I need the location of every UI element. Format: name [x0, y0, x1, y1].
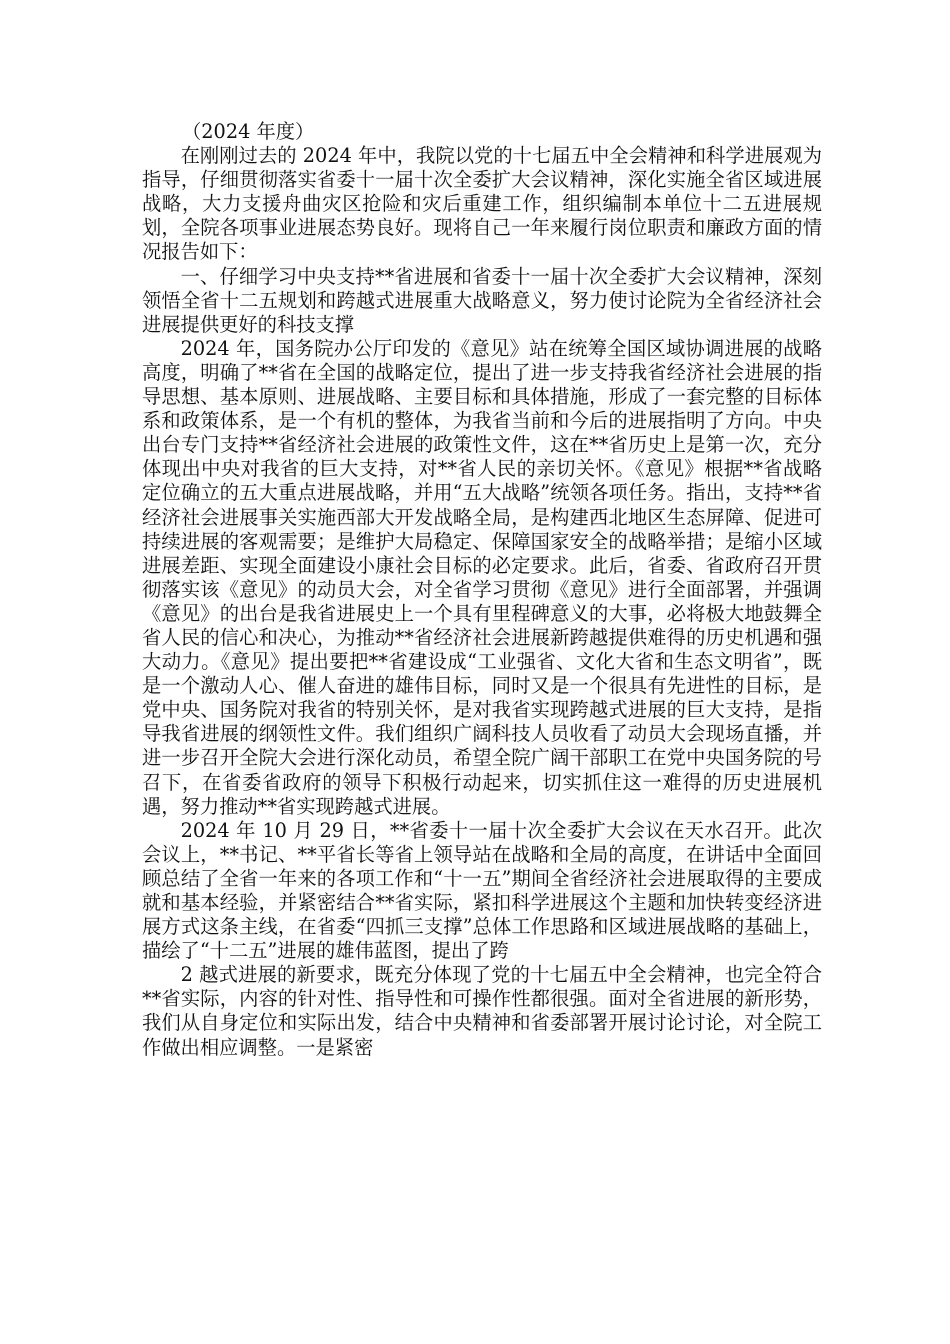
paragraph-opinion: 2024 年，国务院办公厅印发的《意见》站在统筹全国区域协调进展的战略高度，明确了**省在全国的战略定位，提出了进一步支持我省经济社会进展的指导思想、基本原则、进展战略、主要目标和具体措施，形成了一套完整的目标体系和政策体系，是一个有机的整体，为我省当前和今后的进展指明了方向。中央出台专门支持**省经济社会进展的政策性文件，这在**省历史上是第一次，充分体现出中央对我省的巨大支持，对**省人民的亲切关怀。《意见》根据**省战略定位确立的五大重点进展战略，并用“五大战略”统领各项任务。指出，支持**省经济社会进展事关实施西部大开发战略全局，是构建西北地区生态屏障、促进可持续进展的客观需要；是维护大局稳定、保障国家安全的战略举措；是缩小区域进展差距、实现全面建设小康社会目标的必定要求。此后，省委、省政府召开贯彻落实该《意见》的动员大会，对全省学习贯彻《意见》进行全面部署，并强调《意见》的出台是我省进展史上一个具有里程碑意义的大事，必将极大地鼓舞全省人民的信心和决心，为推动**省经济社会进展新跨越提供难得的历史机遇和强大动力。《意见》提出要把**省建设成“工业强省、文化大省和生态文明省”，既是一个激动人心、催人奋进的雄伟目标，同时又是一个很具有先进性的目标，是党中央、国务院对我省的特别关怀，是对我省实现跨越式进展的巨大支持，是指导我省进展的纲领性文件。我们组织广阔科技人员收看了动员大会现场直播，并进一步召开全院大会进行深化动员，希望全院广阔干部职工在党中央国务院的号召下，在省委省政府的领导下积极行动起来，切实抓住这一难得的历史进展机遇，努力推动**省实现跨越式进展。: [142, 336, 822, 818]
document-body: [142, 120, 822, 1060]
section-heading-1: 一、仔细学习中央支持**省进展和省委十一届十次全委扩大会议精神，深刻领悟全省十二五规划和跨越式进展重大战略意义，努力使讨论院为全省经济社会进展提供更好的科技支撑: [142, 264, 822, 336]
year-line: （2024 年度）: [182, 120, 315, 143]
intro-paragraph: 在刚刚过去的 2024 年中，我院以党的十七届五中全会精神和科学进展观为指导，仔细贯彻落实省委十一届十次全委扩大会议精神，深化实施全省区域进展战略，大力支援舟曲灾区抢险和灾后重建工作，组织编制本单位十二五进展规划，全院各项事业进展态势良好。现将自己一年来履行岗位职责和廉政方面的情况报告如下：: [142, 144, 822, 264]
paragraph-meeting: 2024 年 10 月 29 日，**省委十一届十次全委扩大会议在天水召开。此次会议上，**书记、**平省长等省上领导站在战略和全局的高度，在讲话中全面回顾总结了全省一年来的各项工作和“十一五”期间全省经济社会进展取得的主要成就和基本经验，并紧密结合**省实际，紧扣科学进展这个主题和加快转变经济进展方式这条主线，在省委“四抓三支撑”总体工作思路和区域进展战略的基础上，描绘了“十二五”进展的雄伟蓝图，提出了跨: [142, 818, 822, 963]
paragraph-continuation: 2 越式进展的新要求，既充分体现了党的十七届五中全会精神，也完全符合**省实际，内容的针对性、指导性和可操作性都很强。面对全省进展的新形势，我们从自身定位和实际出发，结合中央精神和省委部署开展讨论讨论，对全院工作做出相应调整。一是紧密: [142, 963, 822, 1059]
